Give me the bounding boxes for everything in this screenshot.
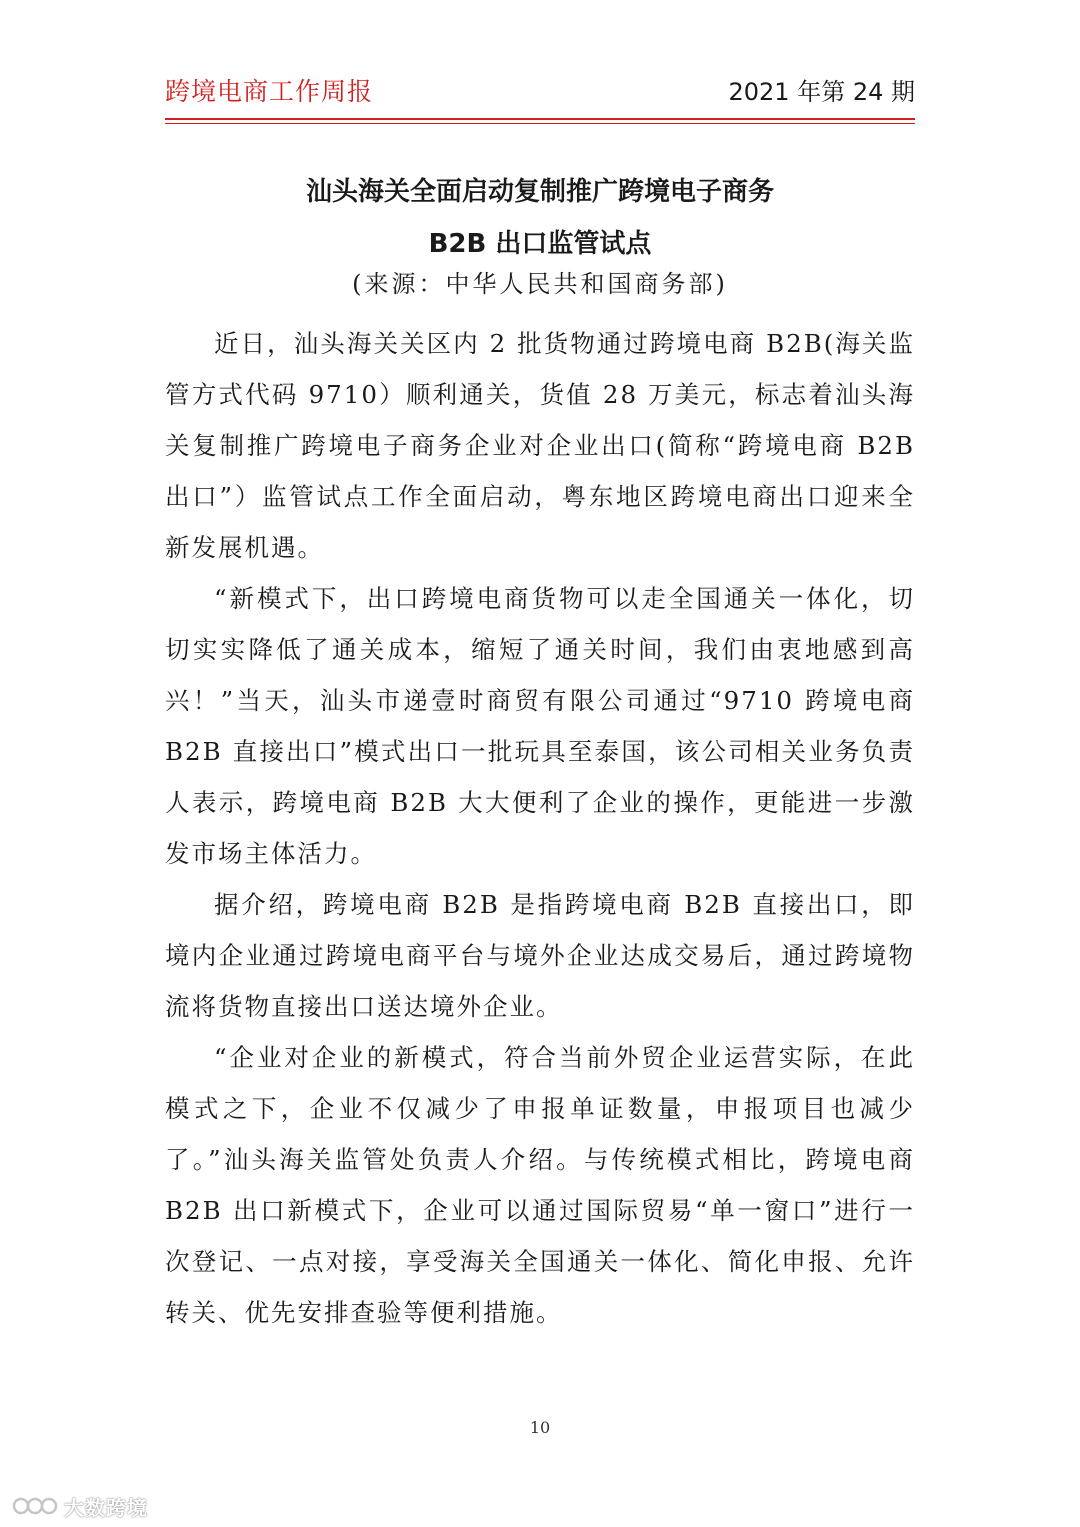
page-header — [165, 72, 915, 112]
paragraph: 据介绍，跨境电商 B2B 是指跨境电商 B2B 直接出口，即境内企业通过跨境电商平台与境外企业达成交易后，通过跨境物流将货物直接出口送达境外企业。 — [165, 890, 915, 1021]
paragraph: “新模式下，出口跨境电商货物可以走全国通关一体化，切切实实降低了通关成本，缩短了通关时间，我们由衷地感到高兴！”当天，汕头市递壹时商贸有限公司通过“9710 跨境电商 B2B 直接出口”模式出口一批玩具至泰国，该公司相关业务负责人表示，跨境电商 B2B 大大便利了企业的操作，更能进一步激发市场主体活力。 — [165, 584, 916, 868]
article-title-line-1: 汕头海关全面启动复制推广跨境电子商务 — [305, 177, 774, 207]
article-body — [165, 318, 915, 1338]
issue-number: 2021 年第 24 期 — [728, 78, 915, 106]
watermark-logo-icon — [12, 1494, 58, 1518]
article-title — [165, 166, 915, 270]
watermark-text: 大数跨境 — [64, 1495, 148, 1520]
watermark — [12, 1492, 148, 1520]
article-title-line-2: B2B 出口监管试点 — [428, 229, 652, 259]
header-divider-thin — [165, 123, 915, 124]
paragraph: 近日，汕头海关关区内 2 批货物通过跨境电商 B2B(海关监管方式代码 9710）顺利通关，货值 28 万美元，标志着汕头海关复制推广跨境电子商务企业对企业出口(简称“跨境电商 B2B 出口”）监管试点工作全面启动，粤东地区跨境电商出口迎来全新发展机遇。 — [165, 329, 915, 562]
publication-name: 跨境电商工作周报 — [165, 77, 374, 106]
header-divider — [165, 118, 915, 120]
page-number: 10 — [529, 1418, 551, 1437]
article-source: (来源：中华人民共和国商务部) — [352, 270, 728, 298]
paragraph: “企业对企业的新模式，符合当前外贸企业运营实际，在此模式之下，企业不仅减少了申报单证数量，申报项目也减少了。”汕头海关监管处负责人介绍。与传统模式相比，跨境电商 B2B 出口新模式下，企业可以通过国际贸易“单一窗口”进行一次登记、一点对接，享受海关全国通关一体化、简化申报、允许转关、优先安排查验等便利措施。 — [165, 1043, 915, 1327]
